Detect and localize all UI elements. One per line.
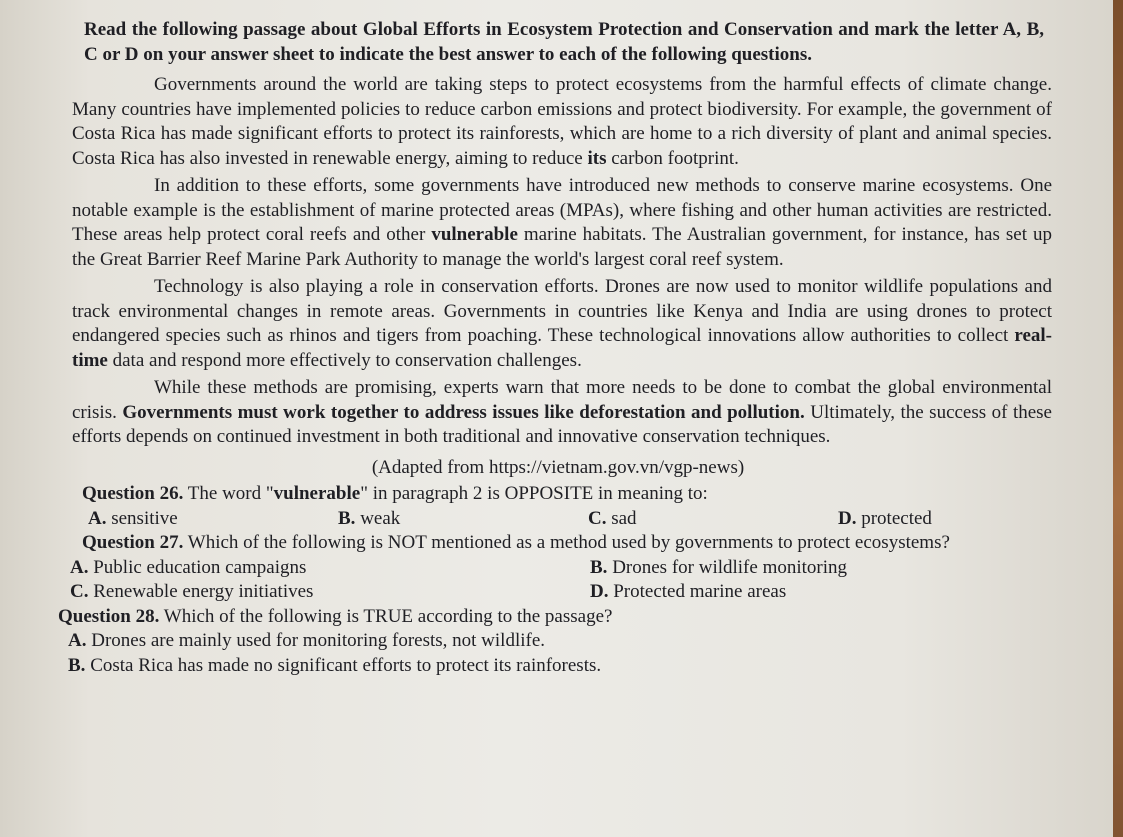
source-citation: (Adapted from https://vietnam.gov.vn/vgp-news) [371,456,745,478]
q27-option-d [590,580,1010,605]
question-27-options [70,556,1058,605]
q27-option-a [70,556,590,581]
question-26 [82,482,1022,507]
p4-text-b: Ultimately, the success of these efforts depends on continued investment in both traditional and innovative conservation techniques. [72,401,1052,447]
table-edge [1113,0,1123,837]
q27-option-a-text: Public education campaigns [93,556,307,578]
question-27 [82,531,1022,556]
q26-option-c-text: sad [611,507,637,529]
question-26-text-a: The word " [187,483,274,504]
p4-text-a: While these methods are promising, experts warn that more needs to be done to combat the global environmental crisis. [72,377,1052,423]
q27-option-b [590,556,1010,581]
q26-option-a-letter: A. [88,507,107,529]
p1-end: carbon footprint. [611,147,739,169]
q28-option-a-letter: A. [68,630,87,651]
q28-option-b-letter: B. [68,654,86,676]
q27-option-b-text: Drones for wildlife monitoring [612,556,848,578]
p3-text-b: data and respond more effectively to conservation challenges. [112,349,582,371]
q28-option-a-text: Drones are mainly used for monitoring forests, not wildlife. [91,630,546,651]
p3-bold: real-time [72,325,1052,371]
p1-text: Governments around the world are taking steps to protect ecosystems from the harmful effects of climate change. Many countries have implemented policies to reduce carbon emissions and protect biodiversity. For example, the government of Costa Rica has made significant efforts to protect its rainforests, which are home to a rich diversity of plant and animal species. Costa Rica has also invested in renewable energy, aiming to reduce [72,74,1052,169]
question-26-text-b: " in paragraph 2 is OPPOSITE in meaning to: [360,483,708,504]
q27-option-c [70,580,590,605]
paragraph-1 [72,73,1052,171]
q26-option-d-letter: D. [838,507,857,529]
q26-option-c [588,507,838,532]
question-27-label: Question 27. [82,532,184,553]
q27-option-b-letter: B. [590,556,608,578]
question-26-bold: vulnerable [273,483,361,504]
p2-text-b: marine habitats. The Australian government, for instance, has set up the Great Barrier Reef Marine Park Authority to manage the world's largest coral reef system. [72,224,1053,270]
question-27-text: Which of the following is NOT mentioned as a method used by governments to protect ecosystems? [187,532,950,553]
q26-option-b-letter: B. [338,507,356,529]
q28-option-b-text: Costa Rica has made no significant efforts to protect its rainforests. [90,654,602,676]
q26-option-a-text: sensitive [111,507,178,529]
question-26-label: Question 26. [82,483,184,504]
q26-option-d [838,507,1078,532]
q26-option-c-letter: C. [588,507,607,529]
q26-option-d-text: protected [861,507,932,529]
paragraph-3 [72,275,1052,373]
paragraph-2 [72,174,1052,272]
q27-option-d-text: Protected marine areas [613,581,787,602]
document-content [58,8,1058,678]
question-28 [58,605,998,630]
p1-bold: its [587,147,607,169]
q26-option-b [338,507,588,532]
q26-option-a [88,507,338,532]
q28-option-a [68,629,1058,654]
p4-bold: Governments must work together to address issues like deforestation and pollution. [122,401,805,423]
q27-option-c-letter: C. [70,581,89,602]
instruction: Read the following passage about Global Efforts in Ecosystem Protection and Conservation and mark the letter A, B, C or D on your answer sheet to indicate the best answer to each of the following questions. [84,19,1044,65]
question-28-label: Question 28. [58,605,160,627]
p3-text-a: Technology is also playing a role in conservation efforts. Drones are now used to monitor wildlife populations and track environmental changes in remote areas. Governments in countries like Kenya and India are using drones to protect endangered species such as rhinos and tigers from poaching. These technological innovations allow authorities to collect [72,276,1052,346]
paragraph-4 [72,376,1052,450]
q27-option-d-letter: D. [590,581,609,602]
question-26-options [88,507,1058,532]
question-28-text: Which of the following is TRUE according to the passage? [163,605,613,627]
p2-bold: vulnerable [431,224,518,245]
q28-option-b [68,654,1058,679]
q27-option-a-letter: A. [70,556,89,578]
q27-option-c-text: Renewable energy initiatives [93,581,314,602]
p2-text-a: In addition to these efforts, some governments have introduced new methods to conserve marine ecosystems. One notable example is the establishment of marine protected areas (MPAs), where fishing and other human activities are restricted. These areas help protect coral reefs and other [72,175,1052,245]
q26-option-b-text: weak [360,507,401,529]
